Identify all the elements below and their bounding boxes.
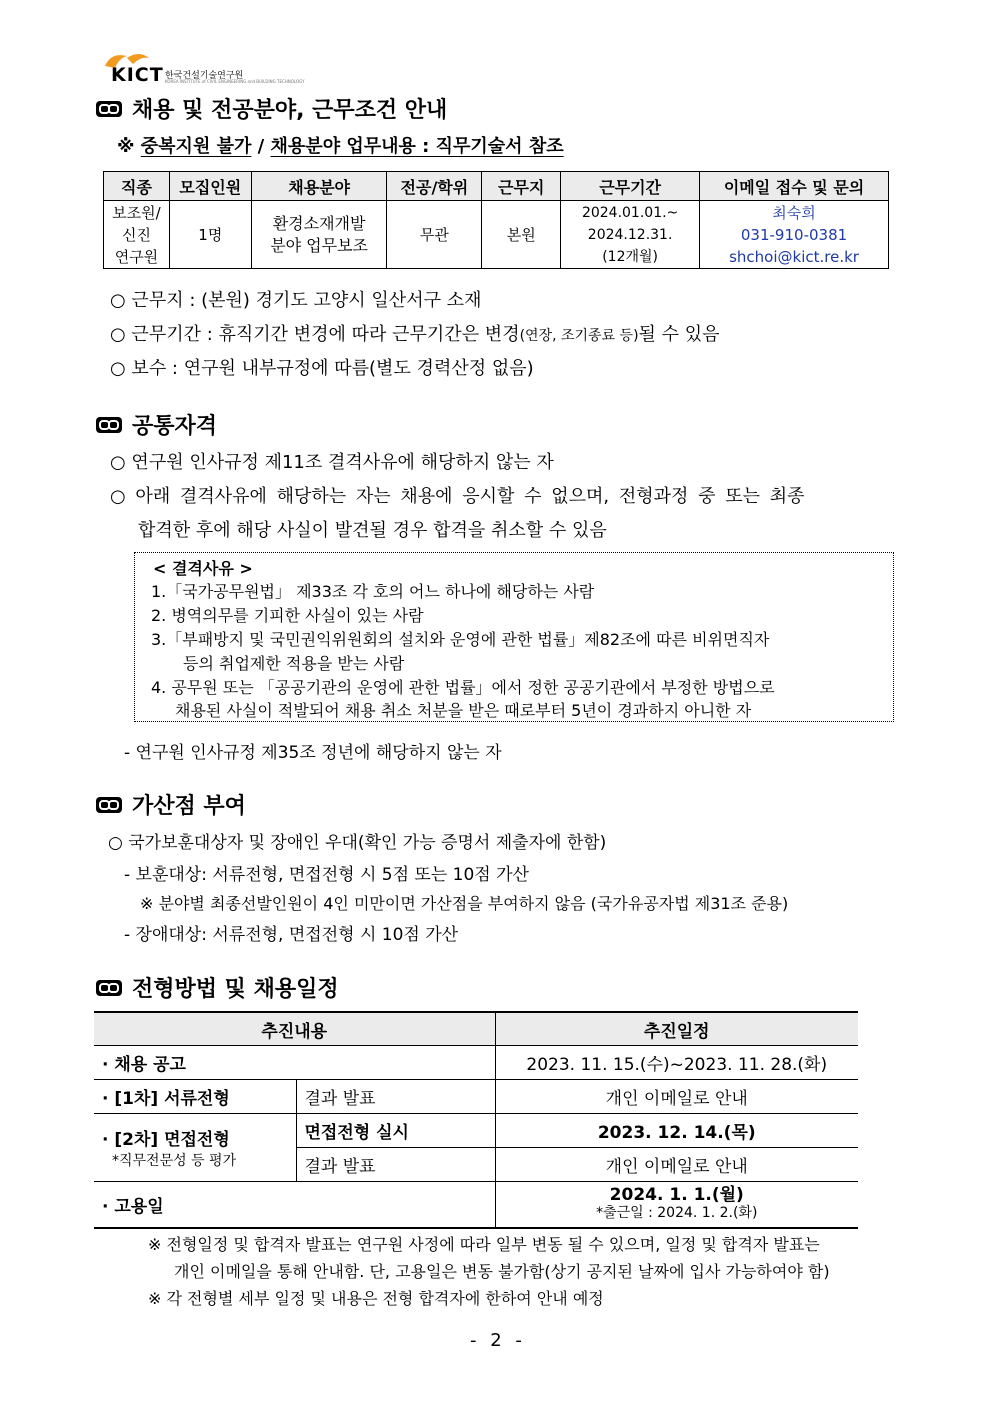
th-major: 전공/학위 (387, 172, 482, 201)
row-document-sub: 결과 발표 (296, 1080, 495, 1114)
row-interview-date-b: 개인 이메일로 안내 (495, 1148, 858, 1182)
contact-email-link[interactable]: shchoi@kict.re.kr (729, 247, 859, 266)
section-title-text: 가산점 부여 (132, 794, 246, 819)
link-icon (95, 416, 123, 434)
th-period: 근무기간 (561, 172, 700, 201)
contact-name: 최숙희 (772, 203, 816, 222)
row-interview-label-cell (94, 1114, 296, 1182)
job-type-line: 연구원 (114, 247, 159, 266)
logo-text: KICT (111, 64, 164, 86)
period-line: (12개월) (602, 248, 658, 265)
row-employment-date: 2024. 1. 1.(월) (609, 1185, 744, 1206)
condition-period-text: ○ 근무기간 : 휴직기간 변경에 따라 근무기간은 변경 (110, 324, 520, 345)
condition-period (110, 320, 720, 346)
condition-period-end: 될 수 있음 (638, 324, 720, 345)
period-line: 2024.01.01.~ (581, 204, 679, 221)
contact-phone: 031-910-0381 (740, 225, 848, 244)
th-date: 추진일정 (495, 1012, 858, 1046)
th-location: 근무지 (482, 172, 561, 201)
box-item: 1.「국가공무원법」 제33조 각 호의 어느 하나에 해당하는 사람 (151, 582, 595, 601)
section-title-text: 전형방법 및 채용일정 (132, 977, 339, 1002)
link-icon (95, 796, 123, 814)
row-announcement-date: 2023. 11. 15.(수)~2023. 11. 28.(화) (495, 1046, 858, 1080)
table-row (94, 1182, 858, 1228)
th-content: 추진내용 (94, 1012, 495, 1046)
section-title-text: 공통자격 (132, 414, 218, 439)
section-title-bonus (95, 789, 246, 820)
row-document-date: 개인 이메일로 안내 (495, 1080, 858, 1114)
cell-major: 무관 (387, 201, 482, 269)
row-announcement-label: · 채용 공고 (94, 1046, 495, 1080)
page-number: - 2 - (470, 1330, 526, 1351)
note-mark: ※ (117, 136, 135, 157)
field-line: 환경소재개발 (272, 213, 366, 233)
bonus-1: ○ 국가보훈대상자 및 장애인 우대(확인 가능 증명서 제출자에 한함) (108, 833, 607, 853)
row-employment-date-cell (495, 1182, 858, 1228)
link-icon (95, 979, 123, 997)
schedule-header-row (94, 1012, 858, 1046)
cell-location: 본원 (482, 201, 561, 269)
th-job-type: 직종 (104, 172, 170, 201)
condition-salary: ○ 보수 : 연구원 내부규정에 따름(별도 경력산정 없음) (110, 358, 534, 379)
qualification-1: ○ 연구원 인사규정 제11조 결격사유에 해당하지 않는 자 (110, 452, 554, 473)
job-type-line: 보조원/ (112, 203, 161, 222)
job-type-line: 신진 (121, 225, 151, 244)
row-interview-sub-a: 면접전형 실시 (296, 1114, 495, 1148)
footnote-1b: 개인 이메일을 통해 안내함. 단, 고용일은 변동 불가함(상기 공지된 날짜에 입사 가능하여야 함) (174, 1262, 830, 1281)
qualification-3: - 연구원 인사규정 제35조 정년에 해당하지 않는 자 (124, 743, 502, 763)
row-document-label: · [1차] 서류전형 (94, 1080, 296, 1114)
section-title-schedule (95, 972, 339, 1003)
row-employment-note: *출근일 : 2024. 1. 2.(화) (596, 1205, 758, 1222)
cell-period (561, 201, 700, 269)
box-item: 3.「부패방지 및 국민권익위원회의 설치와 운영에 관한 법률」제82조에 따른 비위면직자 (151, 630, 770, 649)
kict-logo (97, 48, 305, 88)
section-title-text: 채용 및 전공분야, 근무조건 안내 (132, 98, 448, 123)
note-no-duplicate: 중복지원 불가 (140, 136, 252, 157)
cell-contact (700, 201, 889, 269)
bonus-note: ※ 분야별 최종선발인원이 4인 미만이면 가산점을 부여하지 않음 (국가유공자법 제31조 준용) (140, 894, 789, 913)
qualification-2a: ○ 아래 결격사유에 해당하는 자는 채용에 응시할 수 없으며, 전형과정 중 또는 최종 (110, 486, 805, 507)
box-item: 4. 공무원 또는 「공공기관의 운영에 관한 법률」에서 정한 공공기관에서 부정한 방법으로 (151, 678, 775, 697)
top-note (117, 132, 564, 158)
org-name: 한국건설기술연구원 (165, 71, 244, 81)
section-title-recruitment (95, 93, 447, 124)
link-icon (95, 100, 123, 118)
table-row (94, 1046, 858, 1080)
condition-period-small: (연장, 조기종료 등) (519, 328, 639, 344)
bonus-2: - 보훈대상: 서류전형, 면접전형 시 5점 또는 10점 가산 (124, 865, 529, 885)
box-title: < 결격사유 > (153, 559, 253, 578)
table-header-row (104, 172, 889, 201)
field-line: 분야 업무보조 (270, 235, 369, 255)
cell-job-type (104, 201, 170, 269)
bonus-3: - 장애대상: 서류전형, 면접전형 시 10점 가산 (124, 925, 459, 945)
box-item: 2. 병역의무를 기피한 사실이 있는 사람 (151, 606, 424, 625)
footnote-1a: ※ 전형일정 및 합격자 발표는 연구원 사정에 따라 일부 변동 될 수 있으며, 일정 및 합격자 발표는 (148, 1235, 820, 1254)
org-sub: KOREA INSTITUTE of CIVIL ENGINEERING and BUILDING TECHNOLOGY (165, 79, 305, 84)
recruitment-table (103, 171, 889, 269)
qualification-2b: 합격한 후에 해당 사실이 발견될 경우 합격을 취소할 수 있음 (138, 520, 607, 541)
schedule-table (94, 1011, 858, 1229)
th-count: 모집인원 (169, 172, 251, 201)
section-title-qualification (95, 409, 217, 440)
period-line: 2024.12.31. (587, 226, 673, 243)
th-field: 채용분야 (251, 172, 387, 201)
cell-field (251, 201, 387, 269)
row-interview-label: · [2차] 면접전형 (102, 1130, 230, 1150)
row-interview-note: *직무전문성 등 평가 (112, 1153, 237, 1169)
row-interview-date-a: 2023. 12. 14.(목) (495, 1114, 858, 1148)
disqualification-box (134, 552, 894, 722)
condition-location: ○ 근무지 : (본원) 경기도 고양시 일산서구 소재 (110, 290, 482, 311)
row-employment-label: · 고용일 (94, 1182, 495, 1228)
box-item: 채용된 사실이 적발되어 채용 취소 처분을 받은 때로부터 5년이 경과하지 아니한 자 (175, 701, 752, 720)
cell-count: 1명 (169, 201, 251, 269)
note-job-description: 채용분야 업무내용 : 직무기술서 참조 (270, 136, 564, 157)
row-interview-sub-b: 결과 발표 (296, 1148, 495, 1182)
note-separator: / (257, 136, 265, 157)
th-contact: 이메일 접수 및 문의 (700, 172, 889, 201)
table-row (94, 1080, 858, 1114)
table-row (104, 201, 889, 269)
footnote-2: ※ 각 전형별 세부 일정 및 내용은 전형 합격자에 한하여 안내 예정 (148, 1289, 604, 1308)
table-row (94, 1114, 858, 1148)
box-item: 등의 취업제한 적용을 받는 사람 (183, 654, 405, 673)
